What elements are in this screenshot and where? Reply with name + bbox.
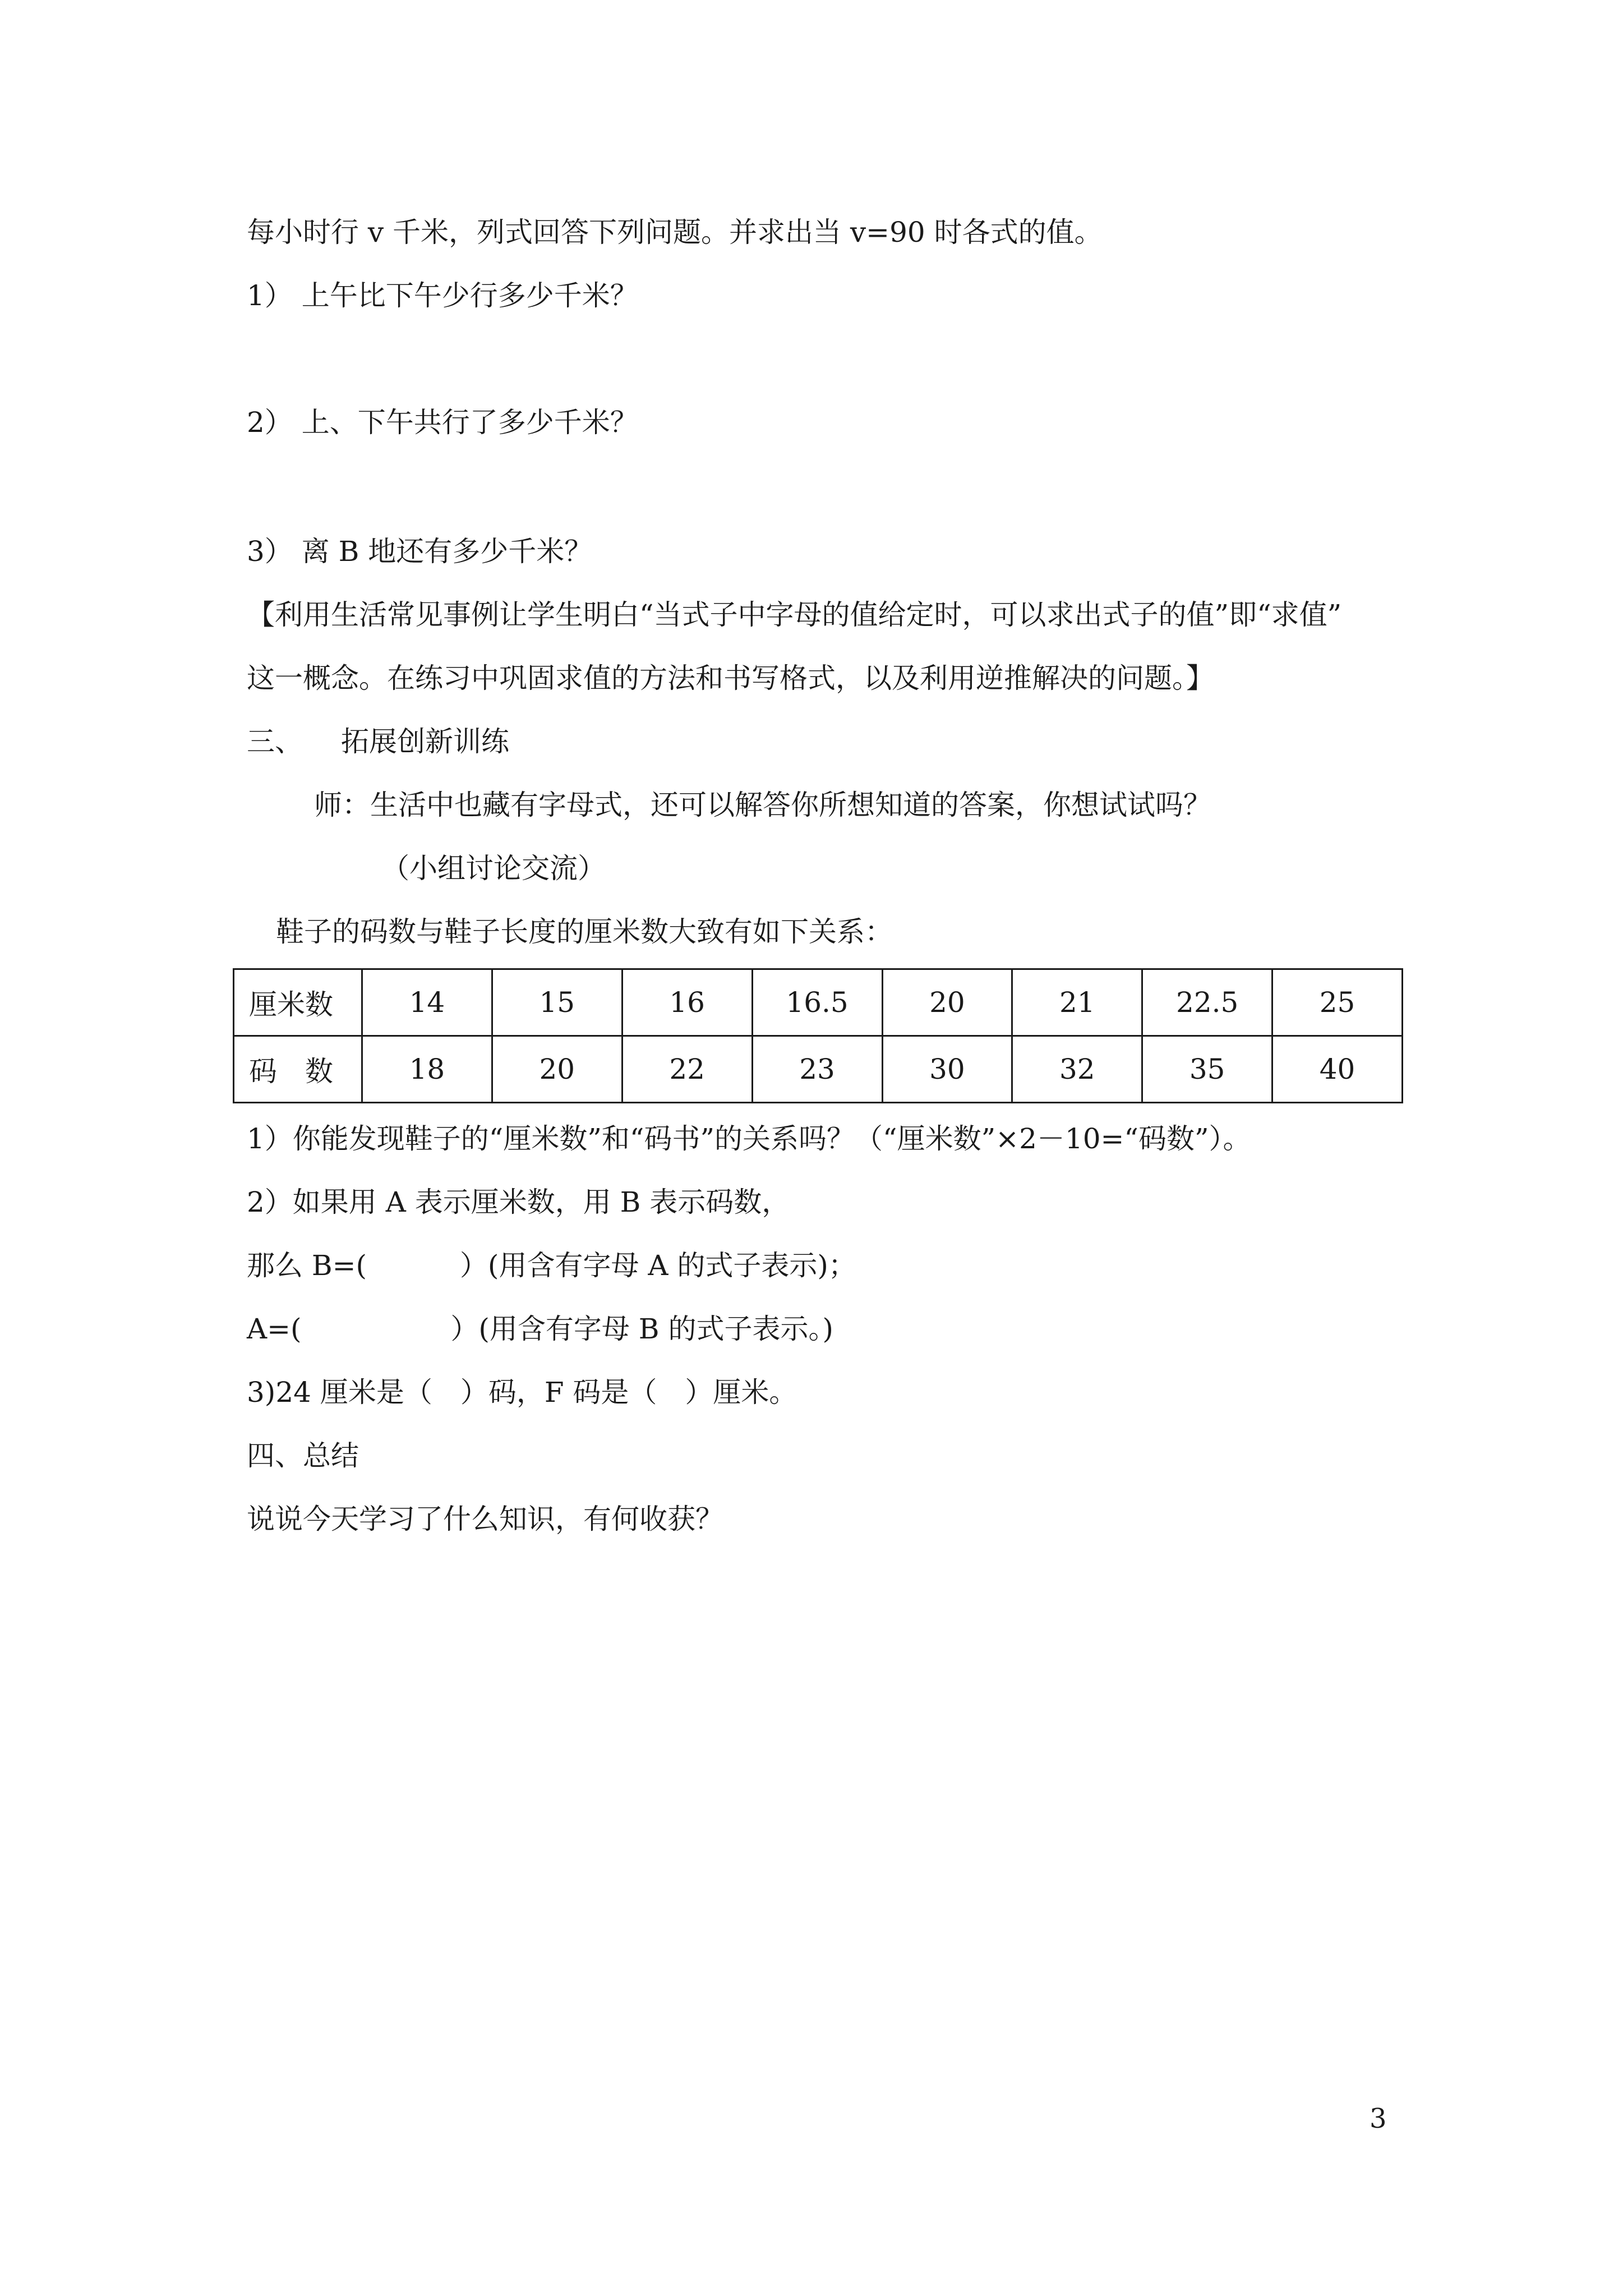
table-cell: 22.5 bbox=[1142, 969, 1272, 1036]
formula-b: 那么 B=( ）(用含有字母 A 的式子表示)； bbox=[247, 1249, 856, 1282]
table-intro: 鞋子的码数与鞋子长度的厘米数大致有如下关系： bbox=[276, 915, 893, 948]
table-cell: 40 bbox=[1272, 1036, 1403, 1103]
summary-prompt: 说说今天学习了什么知识，有何收获？ bbox=[247, 1503, 723, 1535]
table-cell: 16 bbox=[622, 969, 752, 1036]
variable-definition: 2）如果用 A 表示厘米数，用 B 表示码数， bbox=[247, 1186, 790, 1218]
table-cell: 厘米数 bbox=[234, 969, 362, 1036]
table-row-size bbox=[234, 1036, 1403, 1103]
relation-question: 1）你能发现鞋子的“厘米数”和“码书”的关系吗？（“厘米数”×2－10=“码数”）。 bbox=[247, 1122, 1251, 1155]
table-cell: 32 bbox=[1012, 1036, 1142, 1103]
table-cell: 18 bbox=[362, 1036, 492, 1103]
conversion-question: 3)24 厘米是（ ）码，F 码是（ ）厘米。 bbox=[247, 1376, 797, 1409]
table-cell: 20 bbox=[882, 969, 1012, 1036]
formula-a: A=( ）(用含有字母 B 的式子表示。) bbox=[247, 1313, 833, 1345]
teaching-note-line-1: 【利用生活常见事例让学生明白“当式子中字母的值给定时，可以求出式子的值”即“求值” bbox=[247, 599, 1342, 631]
question-3: 3） 离 B 地还有多少千米？ bbox=[247, 535, 593, 568]
table-cell: 30 bbox=[882, 1036, 1012, 1103]
group-discussion-note: （小组讨论交流） bbox=[381, 852, 606, 885]
question-1: 1） 上午比下午少行多少千米？ bbox=[247, 279, 638, 312]
table-row-centimeters bbox=[234, 969, 1403, 1036]
table-cell: 14 bbox=[362, 969, 492, 1036]
question-2: 2） 上、下午共行了多少千米？ bbox=[247, 406, 638, 439]
table-cell: 码 数 bbox=[234, 1036, 362, 1103]
table-cell: 16.5 bbox=[752, 969, 882, 1036]
section-4-title: 四、总结 bbox=[247, 1439, 359, 1472]
table-cell: 22 bbox=[622, 1036, 752, 1103]
table-cell: 25 bbox=[1272, 969, 1403, 1036]
problem-intro-line: 每小时行 v 千米，列式回答下列问题。并求出当 v=90 时各式的值。 bbox=[247, 216, 1103, 249]
section-3-title: 拓展创新训练 bbox=[341, 725, 509, 758]
table-cell: 23 bbox=[752, 1036, 882, 1103]
table-cell: 15 bbox=[492, 969, 622, 1036]
teacher-prompt: 师：生活中也藏有字母式，还可以解答你所想知道的答案，你想试试吗？ bbox=[314, 789, 1211, 821]
section-3-number: 三、 bbox=[247, 725, 303, 758]
shoe-size-table bbox=[233, 968, 1403, 1103]
table-cell: 35 bbox=[1142, 1036, 1272, 1103]
table-cell: 21 bbox=[1012, 969, 1142, 1036]
table-cell: 20 bbox=[492, 1036, 622, 1103]
teaching-note-line-2: 这一概念。在练习中巩固求值的方法和书写格式，以及利用逆推解决的问题。】 bbox=[247, 662, 1214, 694]
page-number: 3 bbox=[1370, 2103, 1387, 2134]
